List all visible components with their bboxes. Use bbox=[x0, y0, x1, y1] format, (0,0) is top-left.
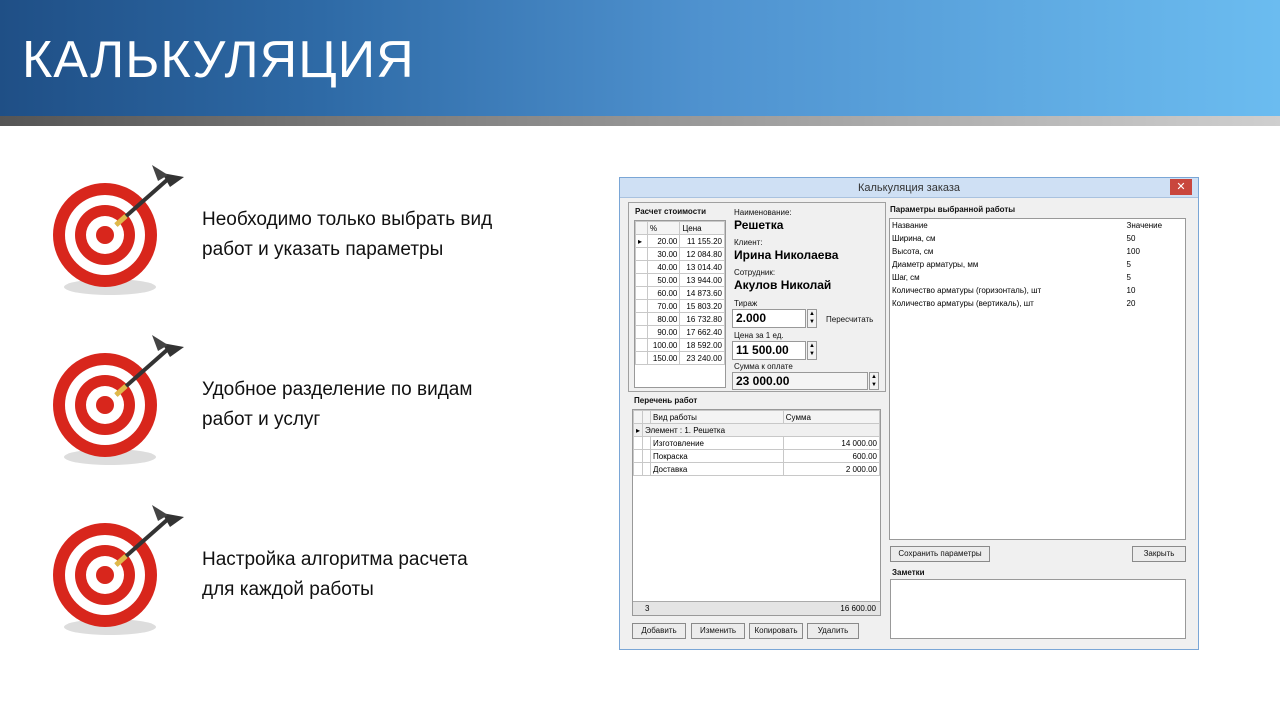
price-row-price: 12 084.80 bbox=[680, 248, 725, 261]
param-row-name: Количество арматуры (горизонталь), шт bbox=[892, 286, 1042, 295]
target-dart-icon bbox=[52, 165, 187, 305]
param-row[interactable] bbox=[890, 232, 1185, 245]
price-row-percent: 40.00 bbox=[648, 261, 680, 274]
works-total: 16 600.00 bbox=[840, 604, 876, 613]
price-row[interactable] bbox=[636, 339, 725, 352]
works-group-row[interactable]: Элемент : 1. Решетка bbox=[643, 424, 880, 437]
recalculate-link[interactable]: Пересчитать bbox=[826, 315, 874, 324]
price-row[interactable] bbox=[636, 313, 725, 326]
price-row-percent: 50.00 bbox=[648, 274, 680, 287]
unit-price-label: Цена за 1 ед. bbox=[734, 331, 784, 340]
param-row-value: 20 bbox=[1126, 299, 1136, 308]
price-row-percent: 20.00 bbox=[648, 235, 680, 248]
param-row-name: Количество арматуры (вертикаль), шт bbox=[892, 299, 1034, 308]
save-params-button[interactable]: Сохранить параметры bbox=[890, 546, 990, 562]
cost-calc-header: Расчет стоимости bbox=[635, 207, 706, 216]
work-row-type: Изготовление bbox=[651, 437, 784, 450]
price-row[interactable] bbox=[636, 274, 725, 287]
bullet-2-line-2: работ и услуг bbox=[202, 409, 321, 430]
delete-button[interactable]: Удалить bbox=[807, 623, 859, 639]
param-row[interactable] bbox=[890, 245, 1185, 258]
param-row-name: Шаг, см bbox=[892, 273, 920, 282]
work-row[interactable] bbox=[634, 463, 880, 476]
param-row-value: 50 bbox=[1126, 234, 1136, 243]
col-param-name: Название bbox=[890, 219, 1125, 232]
col-work-type: Вид работы bbox=[651, 411, 784, 424]
run-spinner[interactable]: ▲ ▼ bbox=[807, 309, 817, 328]
price-row[interactable] bbox=[636, 248, 725, 261]
work-row-sum: 14 000.00 bbox=[783, 437, 879, 450]
price-row-percent: 90.00 bbox=[648, 326, 680, 339]
cost-calc-panel bbox=[628, 202, 886, 392]
price-grid[interactable] bbox=[634, 220, 726, 388]
price-row[interactable]: ▸ 20.00 11 155.20 bbox=[636, 235, 725, 248]
run-input[interactable]: 2.000 bbox=[732, 309, 806, 328]
unit-price-spinner[interactable]: ▲ ▼ bbox=[807, 341, 817, 360]
close-button[interactable]: Закрыть bbox=[1132, 546, 1186, 562]
slide-title: КАЛЬКУЛЯЦИЯ bbox=[22, 31, 415, 89]
price-row-price: 14 873.60 bbox=[680, 287, 725, 300]
client-value: Ирина Николаева bbox=[734, 248, 839, 262]
unit-price-input[interactable]: 11 500.00 bbox=[732, 341, 806, 360]
bullet-3 bbox=[52, 505, 572, 645]
bullet-1-line-2: работ и указать параметры bbox=[202, 239, 444, 260]
param-row-name: Диаметр арматуры, мм bbox=[892, 260, 979, 269]
works-footer bbox=[633, 601, 880, 615]
notes-label: Заметки bbox=[892, 568, 925, 577]
price-row-price: 16 732.80 bbox=[680, 313, 725, 326]
price-row-percent: 150.00 bbox=[648, 352, 680, 365]
param-row-value: 5 bbox=[1126, 273, 1131, 282]
param-row-value: 10 bbox=[1126, 286, 1136, 295]
total-value: 23 000.00 bbox=[732, 372, 868, 390]
param-row-value: 100 bbox=[1126, 247, 1140, 256]
copy-button[interactable]: Копировать bbox=[749, 623, 803, 639]
work-row-sum: 600.00 bbox=[783, 450, 879, 463]
price-row-price: 13 014.40 bbox=[680, 261, 725, 274]
price-row[interactable] bbox=[636, 352, 725, 365]
price-row-percent: 60.00 bbox=[648, 287, 680, 300]
col-param-value: Значение bbox=[1125, 219, 1185, 232]
col-sum: Сумма bbox=[783, 411, 879, 424]
close-icon[interactable]: ✕ bbox=[1170, 179, 1192, 195]
title-banner bbox=[0, 0, 1280, 116]
price-row[interactable] bbox=[636, 287, 725, 300]
notes-textarea[interactable] bbox=[890, 579, 1186, 639]
param-row[interactable] bbox=[890, 284, 1185, 297]
bullet-1-line-1: Необходимо только выбрать вид bbox=[202, 209, 493, 230]
price-row-price: 18 592.00 bbox=[680, 339, 725, 352]
param-row[interactable] bbox=[890, 271, 1185, 284]
price-row-price: 15 803.20 bbox=[680, 300, 725, 313]
param-row-name: Ширина, см bbox=[892, 234, 936, 243]
add-button[interactable]: Добавить bbox=[632, 623, 686, 639]
price-row-price: 13 944.00 bbox=[680, 274, 725, 287]
total-label: Сумма к оплате bbox=[734, 362, 793, 371]
bullet-3-line-1: Настройка алгоритма расчета bbox=[202, 549, 468, 570]
param-row-name: Высота, см bbox=[892, 247, 934, 256]
params-header: Параметры выбранной работы bbox=[890, 205, 1016, 214]
price-row-percent: 30.00 bbox=[648, 248, 680, 261]
client-label: Клиент: bbox=[734, 238, 763, 247]
work-row[interactable] bbox=[634, 437, 880, 450]
bullet-3-line-2: для каждой работы bbox=[202, 579, 374, 600]
param-row[interactable] bbox=[890, 258, 1185, 271]
total-spinner[interactable]: ▲ ▼ bbox=[869, 372, 879, 390]
works-count: 3 bbox=[645, 604, 650, 613]
price-row[interactable] bbox=[636, 326, 725, 339]
window-titlebar bbox=[620, 178, 1198, 198]
param-row[interactable] bbox=[890, 297, 1185, 310]
work-row[interactable] bbox=[634, 450, 880, 463]
edit-button[interactable]: Изменить bbox=[691, 623, 745, 639]
works-header: Перечень работ bbox=[634, 396, 698, 405]
target-dart-icon bbox=[52, 335, 187, 475]
name-label: Наименование: bbox=[734, 208, 792, 217]
price-row-price: 17 662.40 bbox=[680, 326, 725, 339]
bullet-2-line-1: Удобное разделение по видам bbox=[202, 379, 473, 400]
name-value: Решетка bbox=[734, 218, 784, 232]
col-percent: % bbox=[648, 222, 680, 235]
price-row[interactable] bbox=[636, 300, 725, 313]
price-row[interactable] bbox=[636, 261, 725, 274]
price-row-percent: 70.00 bbox=[648, 300, 680, 313]
price-row-price: 11 155.20 bbox=[680, 235, 725, 248]
window-title: Калькуляция заказа bbox=[857, 182, 961, 194]
bullet-2 bbox=[52, 335, 572, 475]
params-grid[interactable] bbox=[889, 218, 1186, 540]
param-row-value: 5 bbox=[1126, 260, 1131, 269]
work-row-sum: 2 000.00 bbox=[783, 463, 879, 476]
order-calculation-window bbox=[619, 177, 1199, 650]
price-row-percent: 80.00 bbox=[648, 313, 680, 326]
price-row-percent: 100.00 bbox=[648, 339, 680, 352]
col-price: Цена bbox=[680, 222, 725, 235]
work-row-type: Доставка bbox=[651, 463, 784, 476]
works-grid[interactable]: Вид работы Сумма ▸ Элемент : 1. Решетка Изготовление 14 000.00 Покраска 600.00 Доставка 2 000.00 3 16 600.00 bbox=[632, 409, 881, 616]
price-row-price: 23 240.00 bbox=[680, 352, 725, 365]
employee-value: Акулов Николай bbox=[734, 278, 832, 292]
run-label: Тираж bbox=[734, 299, 758, 308]
target-dart-icon bbox=[52, 505, 187, 645]
employee-label: Сотрудник: bbox=[734, 268, 776, 277]
bullet-1 bbox=[52, 165, 572, 305]
work-row-type: Покраска bbox=[651, 450, 784, 463]
title-underline bbox=[0, 116, 1280, 126]
